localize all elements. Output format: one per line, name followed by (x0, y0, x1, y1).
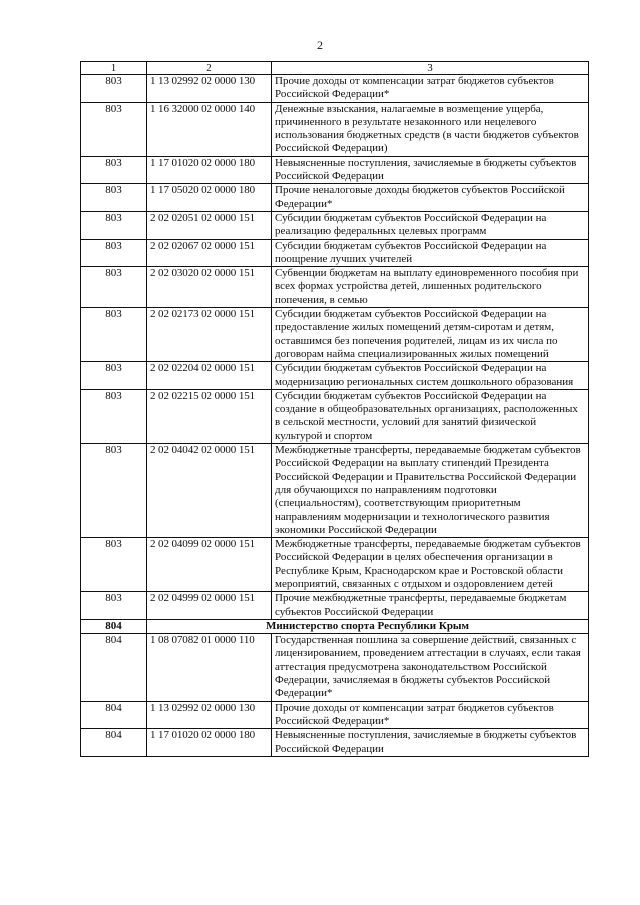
budget-code-cell: 2 02 02067 02 0000 151 (147, 239, 272, 267)
admin-code-cell: 803 (81, 444, 147, 538)
table-row (81, 389, 589, 443)
table-row (81, 239, 589, 267)
section-admin-code: 804 (81, 619, 147, 633)
section-header-row (81, 619, 589, 633)
revenue-name-cell: Межбюджетные трансферты, передаваемые бюджетам субъектов Российской Федерации в целях обеспечения организации в Республике Крым, Краснодарском крае и Ростовской области мероприятий, связанных с отдыхом и оздоровлением детей (272, 538, 589, 592)
budget-code-cell: 1 17 05020 02 0000 180 (147, 184, 272, 212)
table-row (81, 701, 589, 729)
admin-code-cell: 803 (81, 538, 147, 592)
admin-code-cell: 803 (81, 267, 147, 308)
table-row (81, 634, 589, 701)
revenue-name-cell: Субсидии бюджетам субъектов Российской Федерации на модернизацию региональных систем дошкольного образования (272, 362, 589, 390)
admin-code-cell: 804 (81, 729, 147, 757)
admin-code-cell: 804 (81, 701, 147, 729)
revenue-name-cell: Прочие межбюджетные трансферты, передаваемые бюджетам субъектов Российской Федерации (272, 592, 589, 620)
revenue-name-cell: Невыясненные поступления, зачисляемые в бюджеты субъектов Российской Федерации (272, 729, 589, 757)
revenue-name-cell: Субвенции бюджетам на выплату единовременного пособия при всех формах устройства детей, лишенных родительского попечения, в семью (272, 267, 589, 308)
budget-code-cell: 2 02 04999 02 0000 151 (147, 592, 272, 620)
revenue-name-cell: Государственная пошлина за совершение действий, связанных с лицензированием, проведением аттестации в случаях, если такая аттестация предусмотрена законодательством Российской Федерации, зачисляемая в бюджеты субъектов Российской Федерации* (272, 634, 589, 701)
budget-code-cell: 1 17 01020 02 0000 180 (147, 156, 272, 184)
admin-code-cell: 803 (81, 389, 147, 443)
revenue-name-cell: Прочие доходы от компенсации затрат бюджетов субъектов Российской Федерации* (272, 75, 589, 103)
admin-code-cell: 803 (81, 102, 147, 156)
budget-code-cell: 2 02 03020 02 0000 151 (147, 267, 272, 308)
revenue-codes-table (80, 61, 589, 757)
table-row (81, 308, 589, 362)
table-row (81, 592, 589, 620)
table-row (81, 538, 589, 592)
admin-code-cell: 803 (81, 362, 147, 390)
revenue-name-cell: Прочие неналоговые доходы бюджетов субъектов Российской Федерации* (272, 184, 589, 212)
budget-code-cell: 1 08 07082 01 0000 110 (147, 634, 272, 701)
budget-code-cell: 2 02 02173 02 0000 151 (147, 308, 272, 362)
admin-code-cell: 803 (81, 211, 147, 239)
admin-code-cell: 803 (81, 75, 147, 103)
table-row (81, 102, 589, 156)
section-title: Министерство спорта Республики Крым (147, 619, 589, 633)
table-row (81, 156, 589, 184)
budget-code-cell: 1 17 01020 02 0000 180 (147, 729, 272, 757)
budget-code-cell: 2 02 02215 02 0000 151 (147, 389, 272, 443)
table-row (81, 362, 589, 390)
admin-code-cell: 803 (81, 308, 147, 362)
admin-code-cell: 803 (81, 239, 147, 267)
revenue-name-cell: Субсидии бюджетам субъектов Российской Федерации на предоставление жилых помещений детям-сиротам и детям, оставшимся без попечения родителей, лицам из их числа по договорам найма специализированных жилых помещений (272, 308, 589, 362)
table-header-row (81, 62, 589, 75)
header-code: 2 (147, 62, 272, 75)
revenue-name-cell: Прочие доходы от компенсации затрат бюджетов субъектов Российской Федерации* (272, 701, 589, 729)
header-admin: 1 (81, 62, 147, 75)
admin-code-cell: 804 (81, 634, 147, 701)
budget-code-cell: 2 02 04099 02 0000 151 (147, 538, 272, 592)
budget-code-cell: 1 13 02992 02 0000 130 (147, 75, 272, 103)
header-name: 3 (272, 62, 589, 75)
table-row (81, 184, 589, 212)
table-row (81, 729, 589, 757)
table-row (81, 211, 589, 239)
admin-code-cell: 803 (81, 156, 147, 184)
revenue-name-cell: Субсидии бюджетам субъектов Российской Федерации на создание в общеобразовательных организациях, расположенных в сельской местности, условий для занятий физической культурой и спортом (272, 389, 589, 443)
revenue-name-cell: Субсидии бюджетам субъектов Российской Федерации на поощрение лучших учителей (272, 239, 589, 267)
budget-code-cell: 1 16 32000 02 0000 140 (147, 102, 272, 156)
revenue-name-cell: Невыясненные поступления, зачисляемые в бюджеты субъектов Российской Федерации (272, 156, 589, 184)
table-row (81, 444, 589, 538)
budget-code-cell: 1 13 02992 02 0000 130 (147, 701, 272, 729)
budget-code-cell: 2 02 02051 02 0000 151 (147, 211, 272, 239)
page-number: 2 (317, 38, 323, 52)
budget-code-cell: 2 02 02204 02 0000 151 (147, 362, 272, 390)
revenue-name-cell: Денежные взыскания, налагаемые в возмещение ущерба, причиненного в результате незаконного или нецелевого использования бюджетных средств (в части бюджетов субъектов Российской Федерации) (272, 102, 589, 156)
table-row (81, 75, 589, 103)
table-row (81, 267, 589, 308)
admin-code-cell: 803 (81, 592, 147, 620)
revenue-name-cell: Субсидии бюджетам субъектов Российской Федерации на реализацию федеральных целевых программ (272, 211, 589, 239)
admin-code-cell: 803 (81, 184, 147, 212)
budget-code-cell: 2 02 04042 02 0000 151 (147, 444, 272, 538)
revenue-name-cell: Межбюджетные трансферты, передаваемые бюджетам субъектов Российской Федерации на выплату стипендий Президента Российской Федерации и Правительства Российской Федерации для обучающихся по направлениям подготовки (специальностям), соответствующим приоритетным направлениям модернизации и технологического развития экономики Российской Федерации (272, 444, 589, 538)
